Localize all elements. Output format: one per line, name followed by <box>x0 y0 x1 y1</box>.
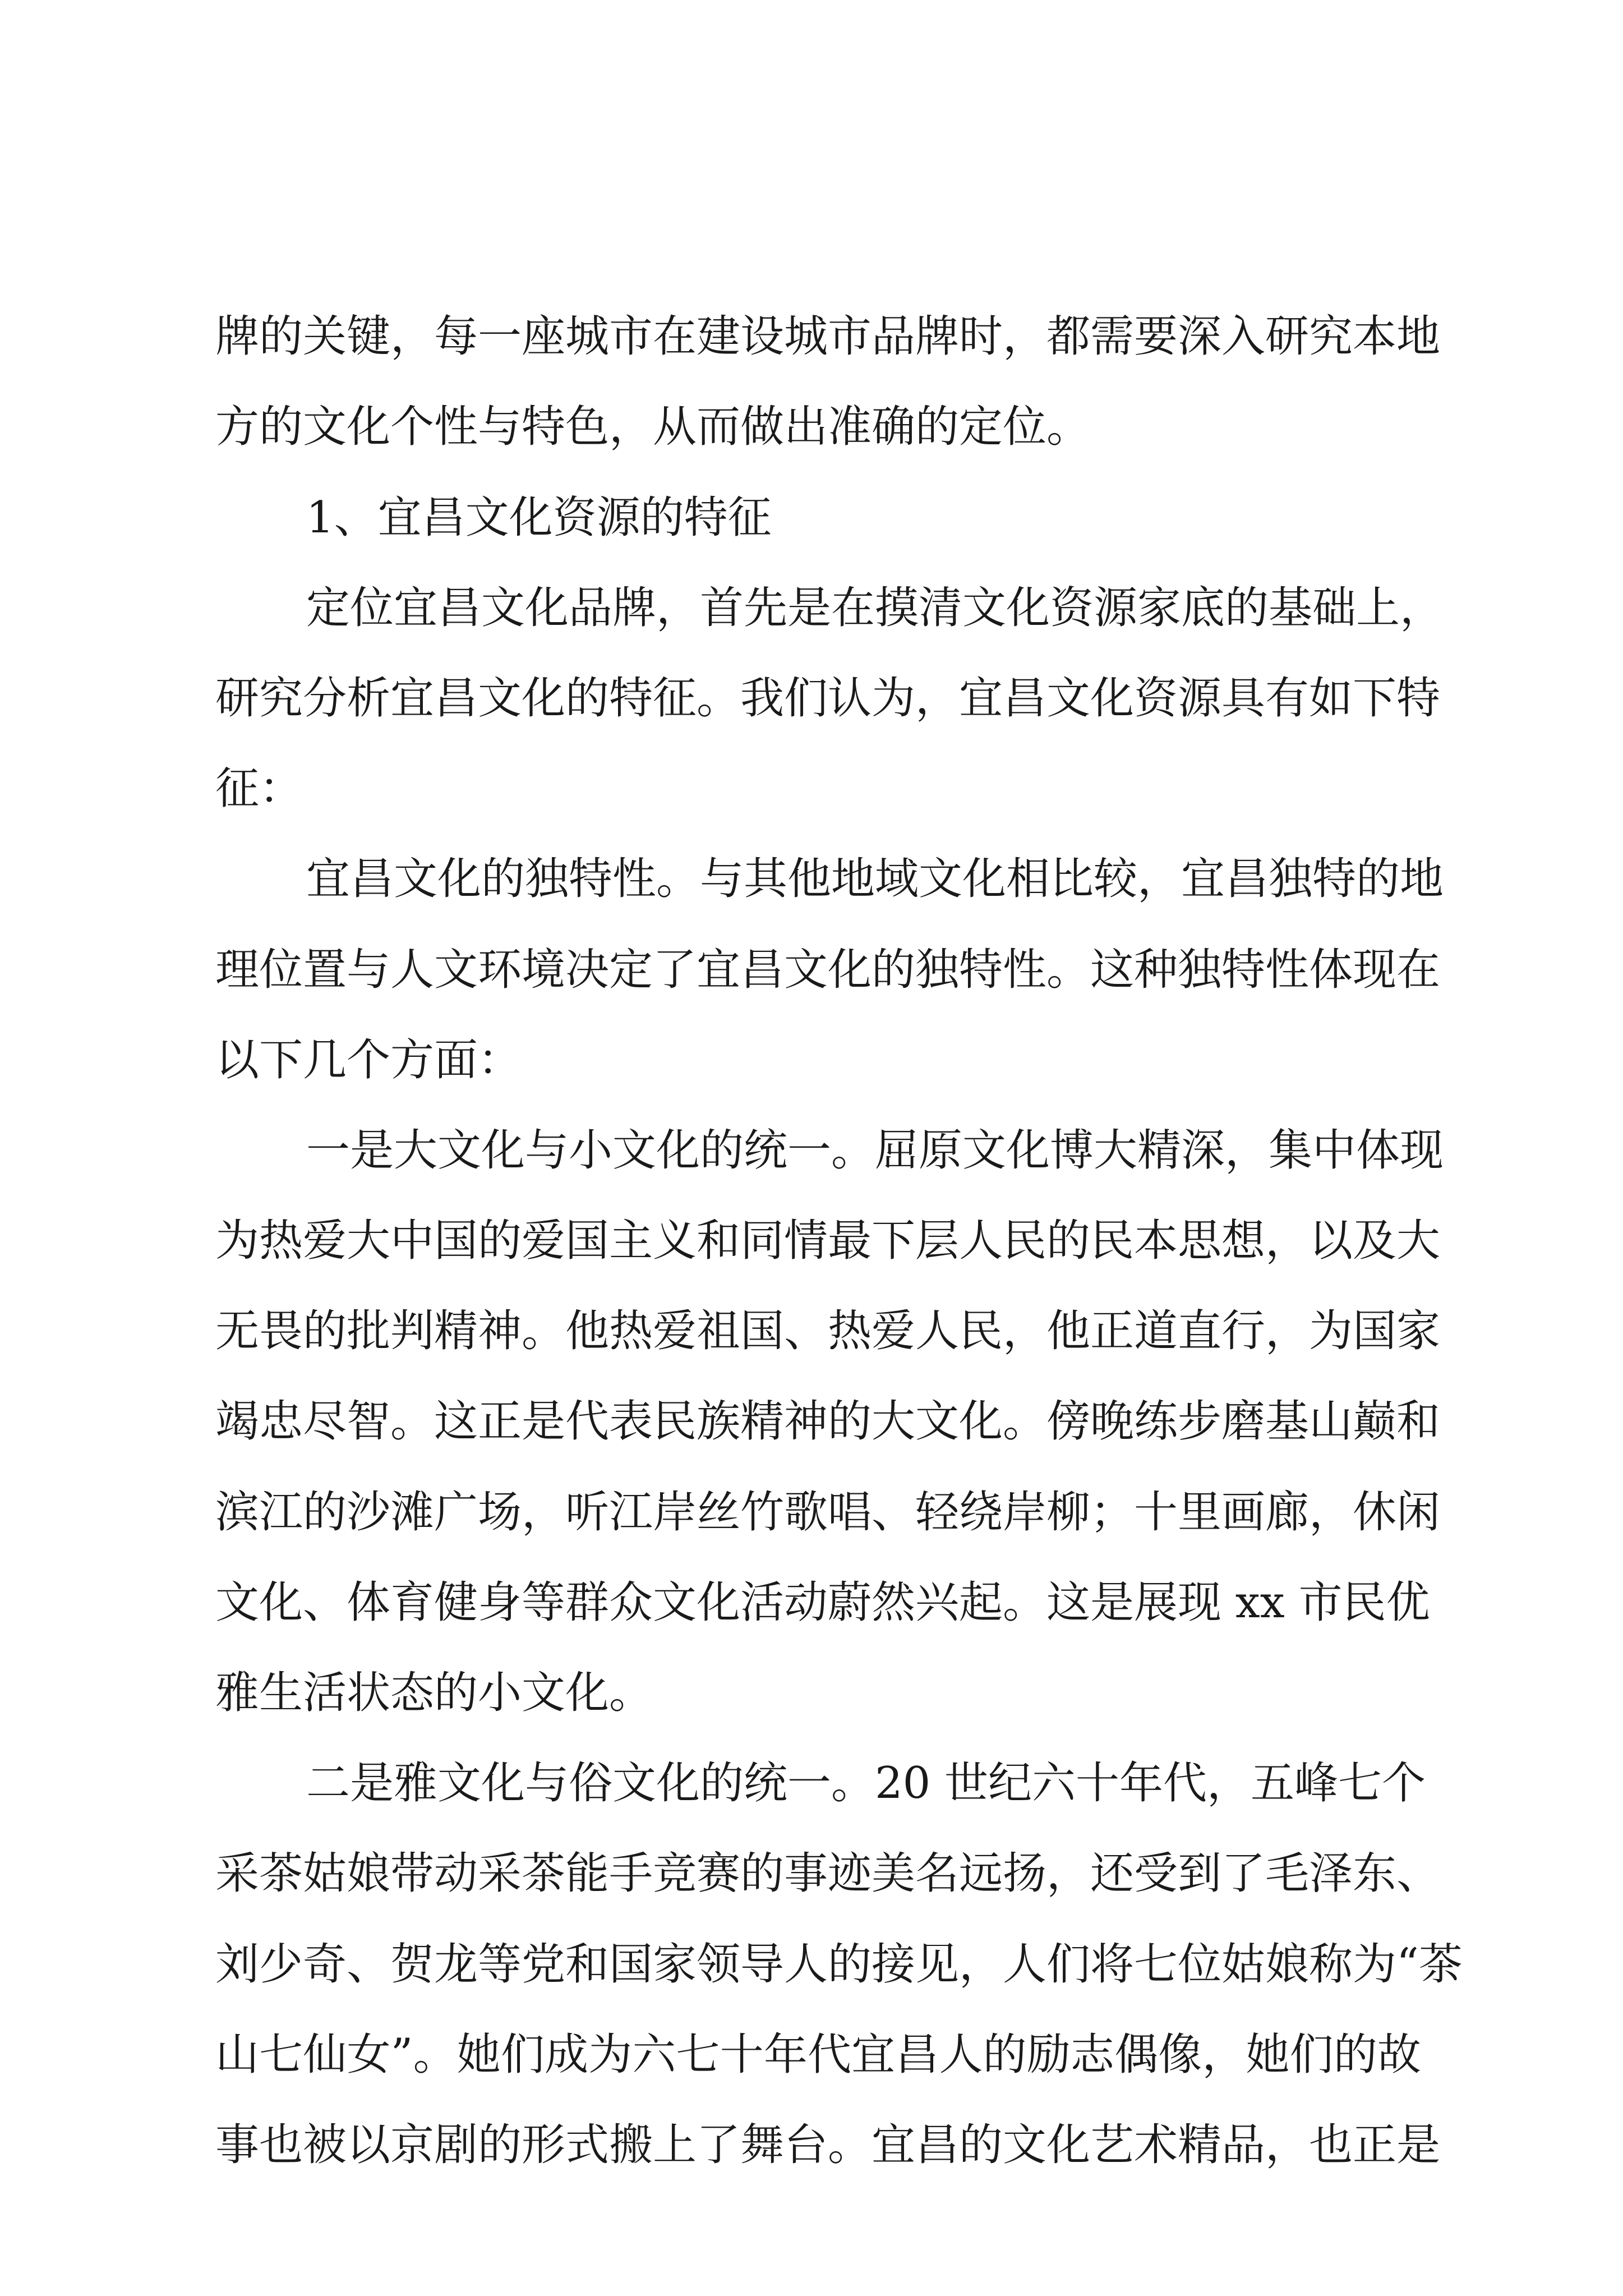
text-line: 雅生活状态的小文化。 <box>215 1668 653 1718</box>
text-line: 事也被以京剧的形式搬上了舞台。宜昌的文化艺术精品，也正是 <box>215 2120 1441 2170</box>
text-line: 宜昌文化的独特性。与其他地域文化相比较，宜昌独特的地 <box>306 854 1444 904</box>
section-heading: 1、宜昌文化资源的特征 <box>306 493 772 543</box>
text-line: 定位宜昌文化品牌，首先是在摸清文化资源家底的基础上， <box>306 583 1444 633</box>
text-line: 以下几个方面： <box>215 1035 522 1085</box>
text-line: 研究分析宜昌文化的特征。我们认为，宜昌文化资源具有如下特 <box>215 673 1441 724</box>
text-line: 采茶姑娘带动采茶能手竞赛的事迹美名远扬，还受到了毛泽东、 <box>215 1848 1441 1899</box>
text-line: 牌的关键，每一座城市在建设城市品牌时，都需要深入研究本地 <box>215 311 1441 362</box>
text-line: 竭忠尽智。这正是代表民族精神的大文化。傍晚练步磨基山巅和 <box>215 1396 1441 1447</box>
text-line: 方的文化个性与特色，从而做出准确的定位。 <box>215 402 1091 452</box>
text-line: 征： <box>215 763 303 814</box>
text-line: 为热爱大中国的爱国主义和同情最下层人民的民本思想，以及大 <box>215 1216 1441 1266</box>
text-line: 二是雅文化与俗文化的统一。20 世纪六十年代，五峰七个 <box>306 1758 1426 1809</box>
text-line: 文化、体育健身等群众文化活动蔚然兴起。这是展现 xx 市民优 <box>215 1577 1430 1628</box>
text-line: 无畏的批判精神。他热爱祖国、热爱人民，他正道直行，为国家 <box>215 1306 1441 1356</box>
text-line: 一是大文化与小文化的统一。屈原文化博大精深，集中体现 <box>306 1125 1444 1176</box>
text-line: 山七仙女”。她们成为六七十年代宜昌人的励志偶像，她们的故 <box>215 2030 1421 2080</box>
text-line: 滨江的沙滩广场，听江岸丝竹歌唱、轻绕岸柳；十里画廊，休闲 <box>215 1487 1441 1538</box>
text-line: 刘少奇、贺龙等党和国家领导人的接见，人们将七位姑娘称为“茶 <box>215 1939 1463 1990</box>
text-line: 理位置与人文环境决定了宜昌文化的独特性。这种独特性体现在 <box>215 945 1441 995</box>
